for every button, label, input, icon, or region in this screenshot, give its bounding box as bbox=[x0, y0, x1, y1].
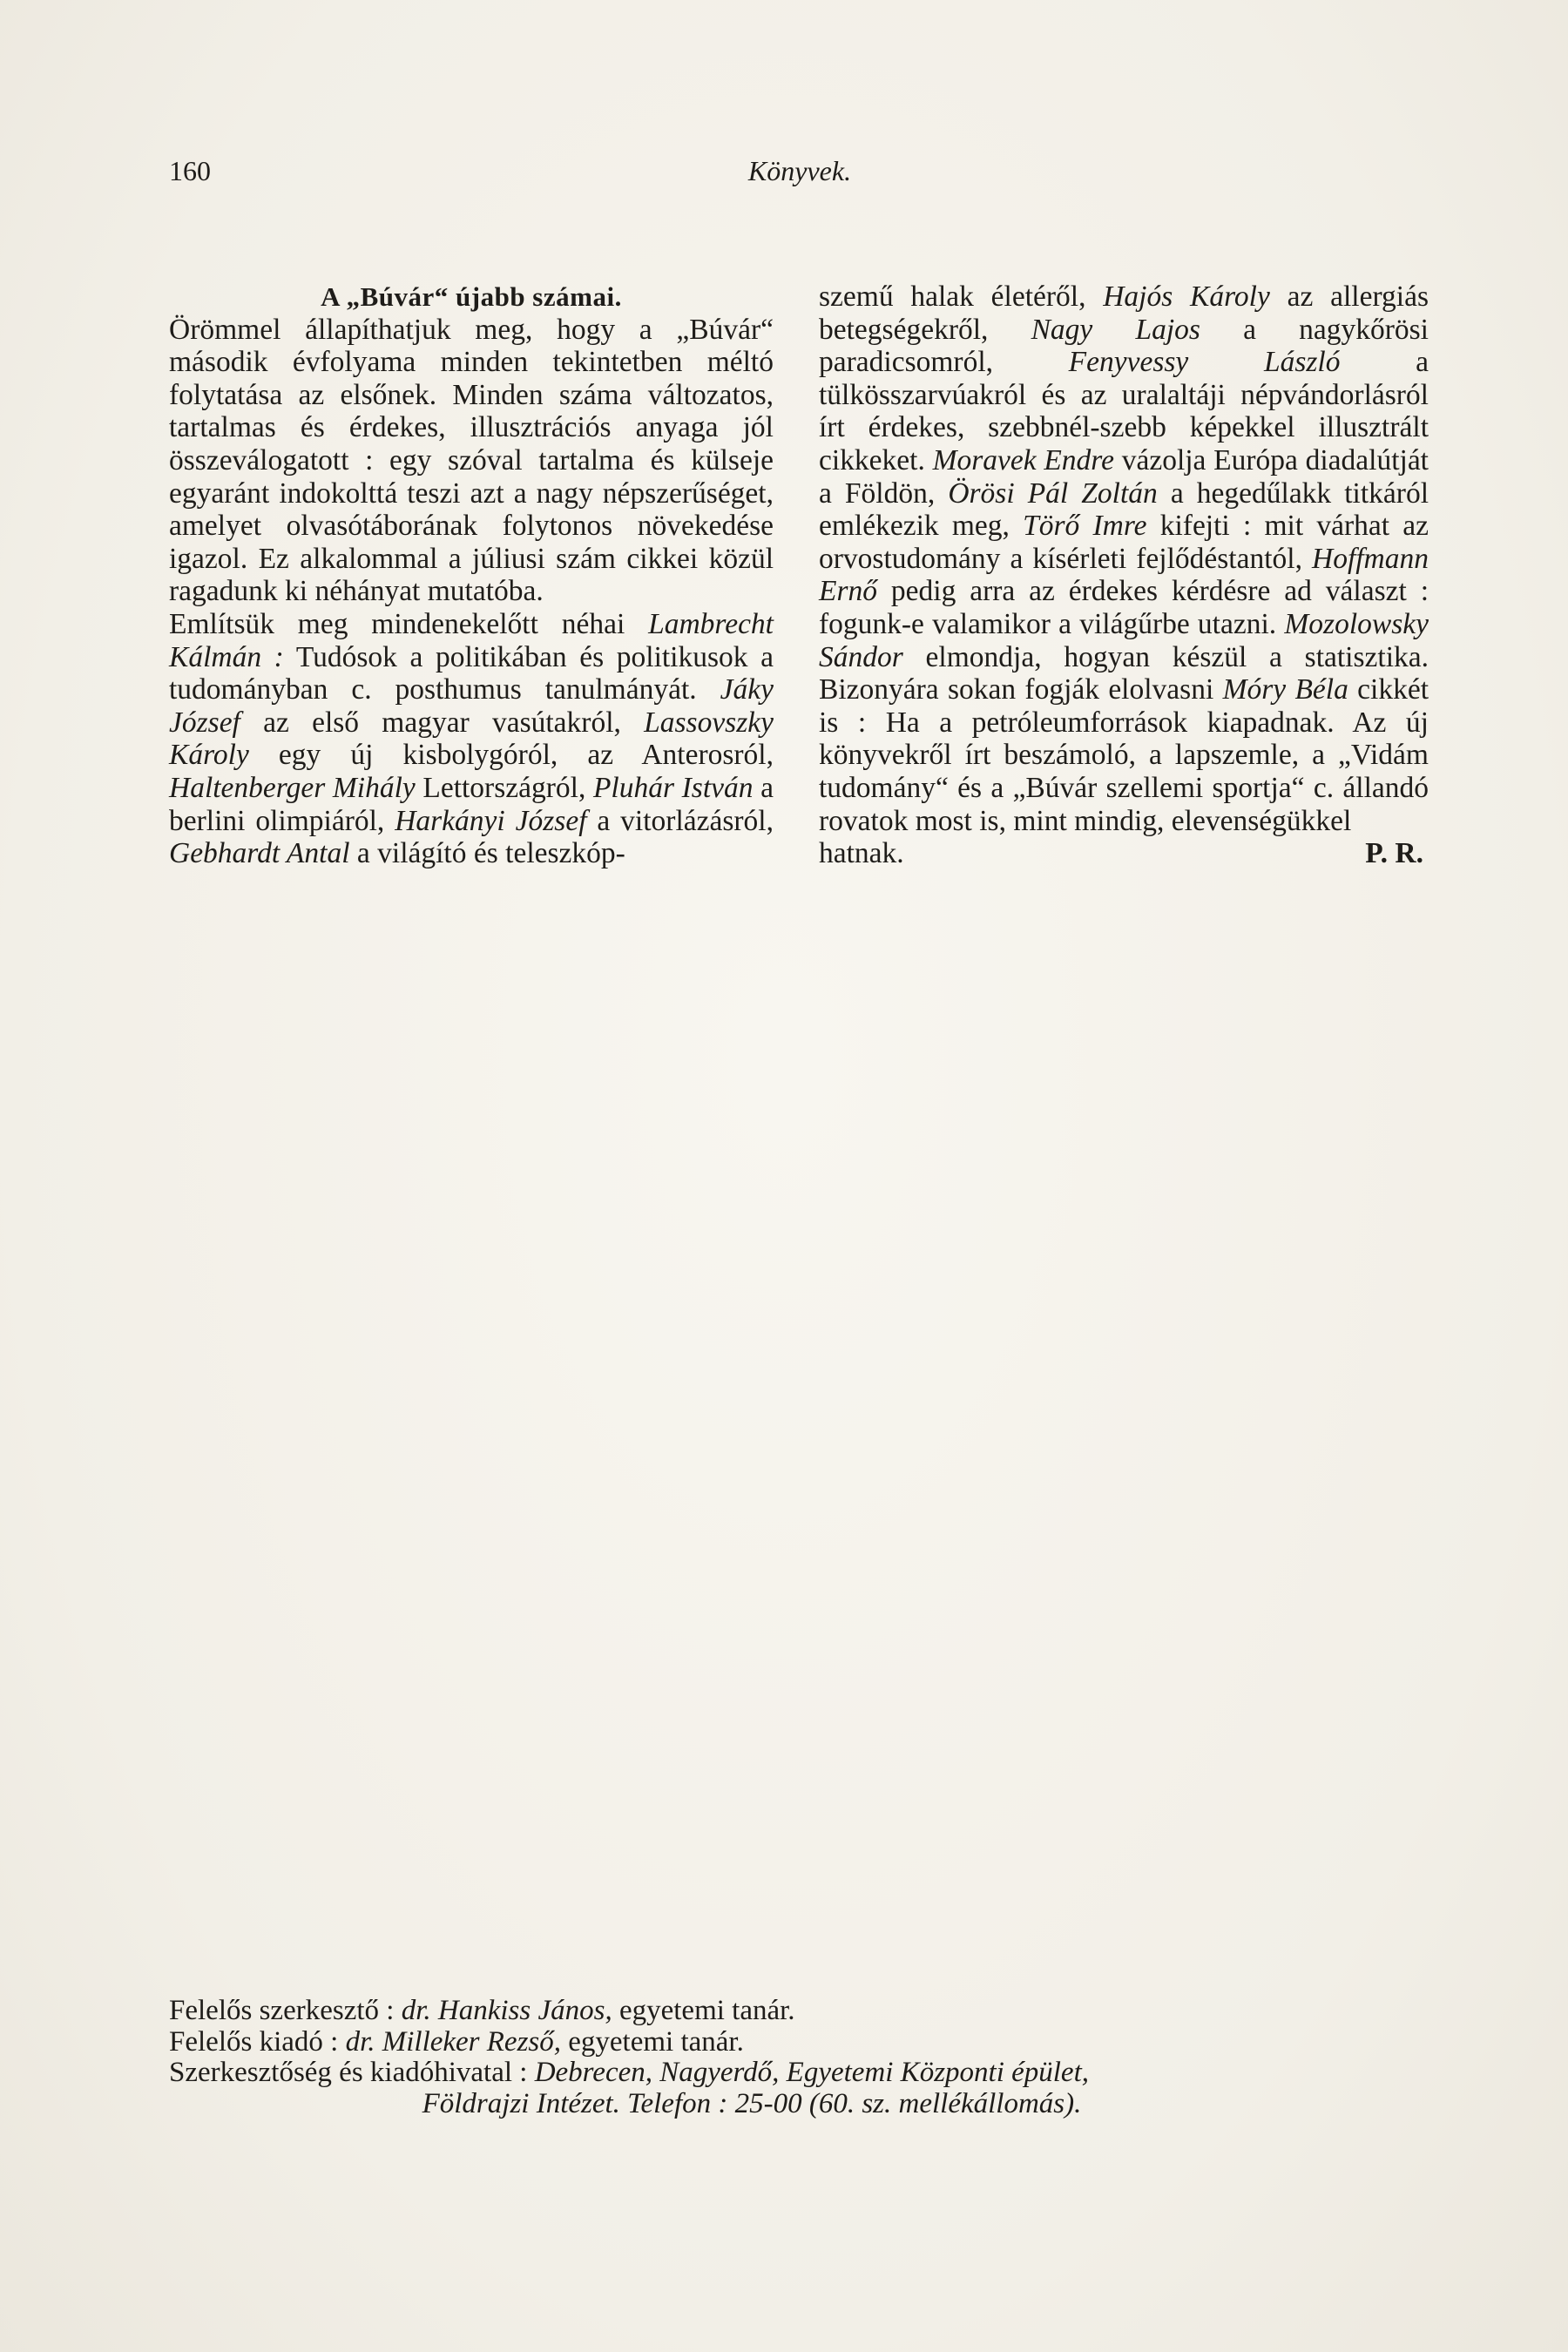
author-name: Törő Imre bbox=[1023, 510, 1147, 543]
author-name: Lambrecht Kálmán : bbox=[169, 607, 774, 673]
text-span: egy új kisbolygóról, az Anterosról, bbox=[248, 739, 774, 772]
imprint-label: Felelős szerkesztő : bbox=[169, 1995, 402, 2026]
text-span: Lettországról, bbox=[415, 771, 593, 804]
author-name: Hoffmann Ernő bbox=[819, 542, 1429, 608]
author-name: Nagy Lajos bbox=[1031, 313, 1200, 346]
author-name: Örösi Pál Zoltán bbox=[948, 476, 1158, 510]
text-span: kifejti : mit várhat az orvostudomány a kísérleti fejlődéstantól, bbox=[819, 510, 1429, 575]
page-header bbox=[169, 155, 1430, 199]
author-name: Haltenberger Mihály bbox=[169, 771, 416, 804]
imprint bbox=[169, 1996, 1430, 2119]
imprint-editor bbox=[169, 1996, 1430, 2027]
article-title: A „Búvár“ újabb számai. bbox=[321, 281, 622, 312]
text-span: a világító és teleszkóp- bbox=[349, 837, 625, 870]
author-name: Jáky József bbox=[169, 673, 774, 739]
right-column bbox=[819, 280, 1429, 870]
imprint-name: dr. Milleker Rezső, bbox=[345, 2025, 562, 2058]
left-column bbox=[169, 280, 774, 870]
paragraph-intro: Örömmel állapíthatjuk meg, hogy a „Búvár“ második évfolyama minden tekintetben méltó folytatása az elsőnek. Minden száma változatos, tartalmas és érdekes, illusztrációs anyaga jól összeválogatott : egy szóval tartalma és külseje egyaránt indokolttá teszi azt a nagy népszerűséget, amelyet olvasótáborának folytonos növekedése igazol. Ez alkalommal a júliusi szám cikkei közül ragadunk ki néhányat mutatóba. bbox=[169, 313, 774, 608]
text-span: Említsük meg mindenekelőtt néhai bbox=[169, 607, 649, 640]
signature: P. R. bbox=[1365, 837, 1423, 870]
imprint-address: Debrecen, Nagyerdő, Egyetemi Központi épület, bbox=[534, 2057, 1090, 2088]
author-name: Pluhár István bbox=[592, 771, 754, 804]
running-title: Könyvek. bbox=[747, 155, 852, 186]
text-span: elmondja, hogyan készül a statisztika. Bizonyára sokan fogják elolvasni bbox=[819, 640, 1429, 706]
text-span: az allergiás betegségekről, bbox=[819, 280, 1429, 346]
text-span: szemű halak életéről, bbox=[819, 280, 1104, 313]
author-name: Hajós Károly bbox=[1103, 280, 1270, 313]
text-span: cikkét is : Ha a petróleumforrások kiapadnak. Az új könyvekről írt beszámoló, a lapszemle, a „Vidám tudomány“ és a „Búvár szellemi sportja“ c. állandó rovatok most is, mint mindig, elevenségükkel bbox=[819, 673, 1429, 837]
page-number: 160 bbox=[169, 155, 211, 186]
imprint-role: egyetemi tanár. bbox=[561, 2025, 744, 2058]
imprint-publisher bbox=[169, 2027, 1430, 2058]
author-name: Gebhardt Antal bbox=[169, 837, 350, 870]
text-span: a hegedűlakk titkáról emlékezik meg, bbox=[819, 476, 1429, 543]
author-name: Harkányi József bbox=[395, 804, 587, 837]
text-span: Tudósok a politikában és politikusok a tudományban c. posthumus tanulmányát. bbox=[169, 640, 774, 706]
imprint-address-cont: Földrajzi Intézet. Telefon : 25-00 (60. sz. mellékállomás). bbox=[422, 2087, 1082, 2119]
imprint-name: dr. Hankiss János, bbox=[401, 1995, 612, 2026]
closing-line bbox=[819, 837, 1429, 870]
closing-word: hatnak. bbox=[819, 837, 904, 870]
author-name: Mozolowsky Sándor bbox=[819, 607, 1429, 673]
author-name: Moravek Endre bbox=[932, 443, 1114, 476]
text-span: az első magyar vasútakról, bbox=[240, 706, 645, 739]
text-span: pedig arra az érdekes kérdésre ad választ : fogunk-e valamikor a világűrbe utazni. bbox=[819, 575, 1429, 640]
author-name: Fenyvessy László bbox=[1068, 346, 1341, 379]
text-span: a berlini olimpiáról, bbox=[169, 771, 774, 837]
imprint-role: egyetemi tanár. bbox=[612, 1995, 795, 2026]
text-span: a tülkösszarvúakról és az uralaltáji népvándorlásról írt érdekes, szebbnél-szebb képekkel illusztrált cikkeket. bbox=[819, 346, 1429, 476]
imprint-label: Szerkesztőség és kiadóhivatal : bbox=[169, 2057, 535, 2088]
text-span: a nagykőrösi paradicsomról, bbox=[819, 313, 1429, 379]
author-name: Lassovszky Károly bbox=[169, 706, 774, 772]
text-span: vázolja Európa diadalútját a Földön, bbox=[819, 443, 1429, 510]
text-span: a vitorlázásról, bbox=[586, 804, 774, 837]
imprint-label: Felelős kiadó : bbox=[169, 2025, 346, 2058]
paragraph-contents bbox=[169, 608, 774, 870]
paragraph-continued bbox=[819, 280, 1429, 837]
imprint-office bbox=[169, 2058, 1430, 2089]
author-name: Móry Béla bbox=[1222, 673, 1348, 706]
